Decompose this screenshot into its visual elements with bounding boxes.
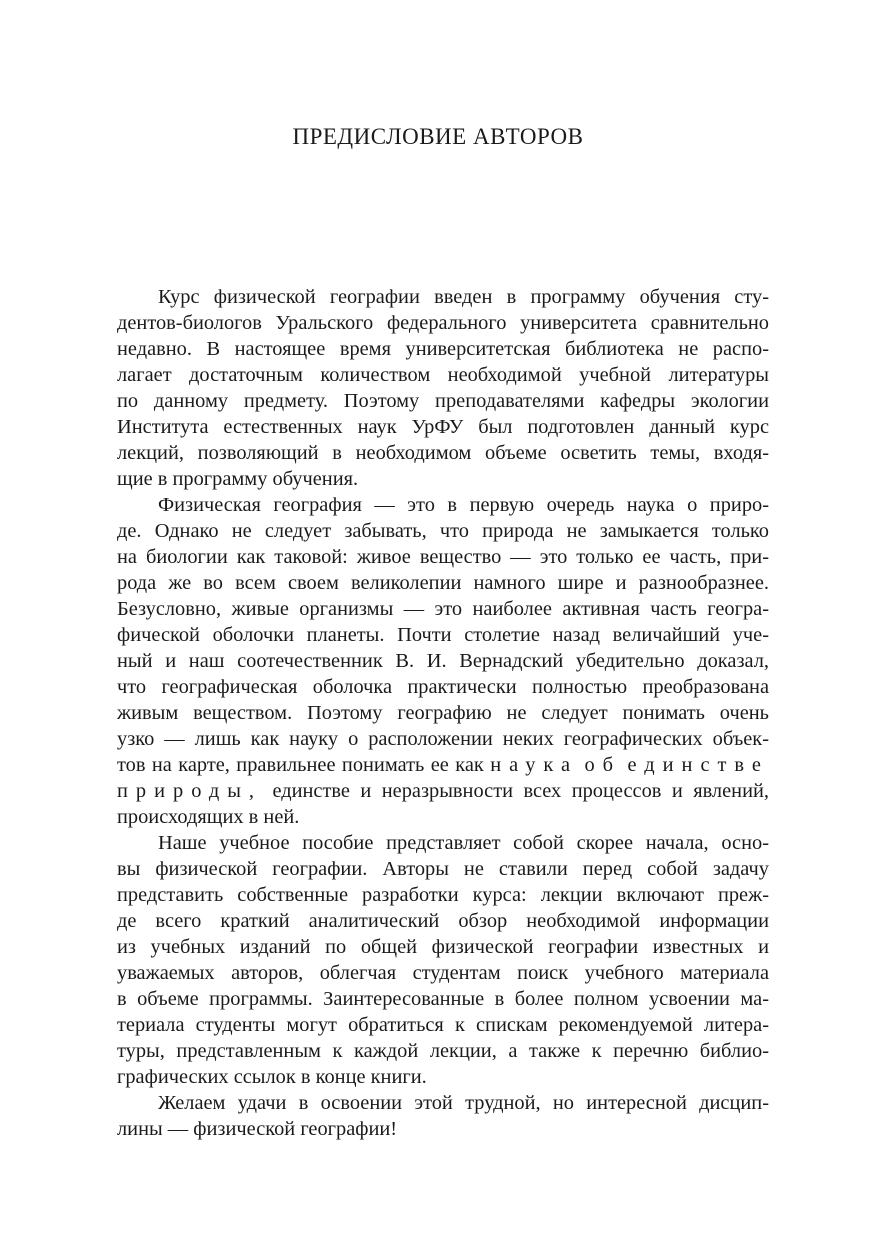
text-line: Института естественных наук УрФУ был подготовлен данный курс <box>117 416 769 438</box>
text-line: происходящих в ней. <box>117 806 300 828</box>
text-line: лагает достаточным количеством необходимой учебной литературы <box>117 364 769 386</box>
text-line: лины — физической географии! <box>117 1118 398 1140</box>
spaced-word: об <box>584 754 622 776</box>
text-line: фической оболочки планеты. Почти столетие назад величайший уче- <box>117 624 769 646</box>
text-line: Желаем удачи в освоении этой трудной, но интересной дисцип- <box>158 1092 769 1114</box>
text-line: Безусловно, живые организмы — это наиболее активная часть геогра- <box>117 598 769 620</box>
text-line: дентов-биологов Уральского федерального университета сравнительно <box>117 312 769 334</box>
text-line: щие в программу обучения. <box>117 468 359 490</box>
text-line: лекций, позволяющий в необходимом объеме осветить темы, входя- <box>117 442 769 464</box>
text-line: представить собственные разработки курса: лекции включают преж- <box>117 884 769 906</box>
text-line: Наше учебное пособие представляет собой скорее начала, осно- <box>158 832 769 854</box>
text-line: недавно. В настоящее время университетская библиотека не распо- <box>117 338 769 360</box>
text-line: вы физической географии. Авторы не ставили перед собой задачу <box>117 858 769 880</box>
text-line: графических ссылок в конце книги. <box>117 1066 427 1088</box>
text-line: де всего краткий аналитический обзор необходимой информации <box>117 910 769 932</box>
text-line-spaced <box>117 778 769 804</box>
spaced-word: природы, <box>117 780 262 802</box>
page-title: ПРЕДИСЛОВИЕ АВТОРОВ <box>292 124 584 149</box>
text-line: что географическая оболочка практически полностью преобразована <box>117 676 769 698</box>
text-line: из учебных изданий по общей физической географии известных и <box>117 936 769 958</box>
text-fragment: единстве и неразрывности всех процессов и явлений, <box>272 780 769 802</box>
text-line: в объеме программы. Заинтересованные в более полном усвоении ма- <box>117 988 769 1010</box>
text-line: териала студенты могут обратиться к спискам рекомендуемой литера- <box>117 1014 769 1036</box>
text-line: по данному предмету. Поэтому преподавателями кафедры экологии <box>117 390 769 412</box>
text-line: живым веществом. Поэтому географию не следует понимать очень <box>117 702 769 724</box>
text-line: де. Однако не следует забывать, что природа не замыкается только <box>117 520 769 542</box>
text-line: узко — лишь как науку о расположении неких географических объек- <box>117 728 769 750</box>
text-line-spaced <box>117 752 769 778</box>
text-line: туры, представленным к каждой лекции, а также к перечню библио- <box>117 1040 769 1062</box>
preface-body <box>117 284 769 1142</box>
text-line: Курс физической географии введен в программу обучения сту- <box>158 286 769 308</box>
text-line: ный и наш соотечественник В. И. Вернадский убедительно доказал, <box>117 650 769 672</box>
spaced-word: наука <box>490 754 579 776</box>
text-line: Физическая география — это в первую очередь наука о приро- <box>158 494 769 516</box>
text-line: уважаемых авторов, облегчая студентам поиск учебного материала <box>117 962 769 984</box>
text-line: на биологии как таковой: живое вещество — это только ее часть, при- <box>117 546 769 568</box>
text-fragment: тов на карте, правильнее понимать ее как <box>117 754 484 776</box>
text-line: рода же во всем своем великолепии намного шире и разнообразнее. <box>117 572 769 594</box>
spaced-word: единстве <box>627 754 769 776</box>
